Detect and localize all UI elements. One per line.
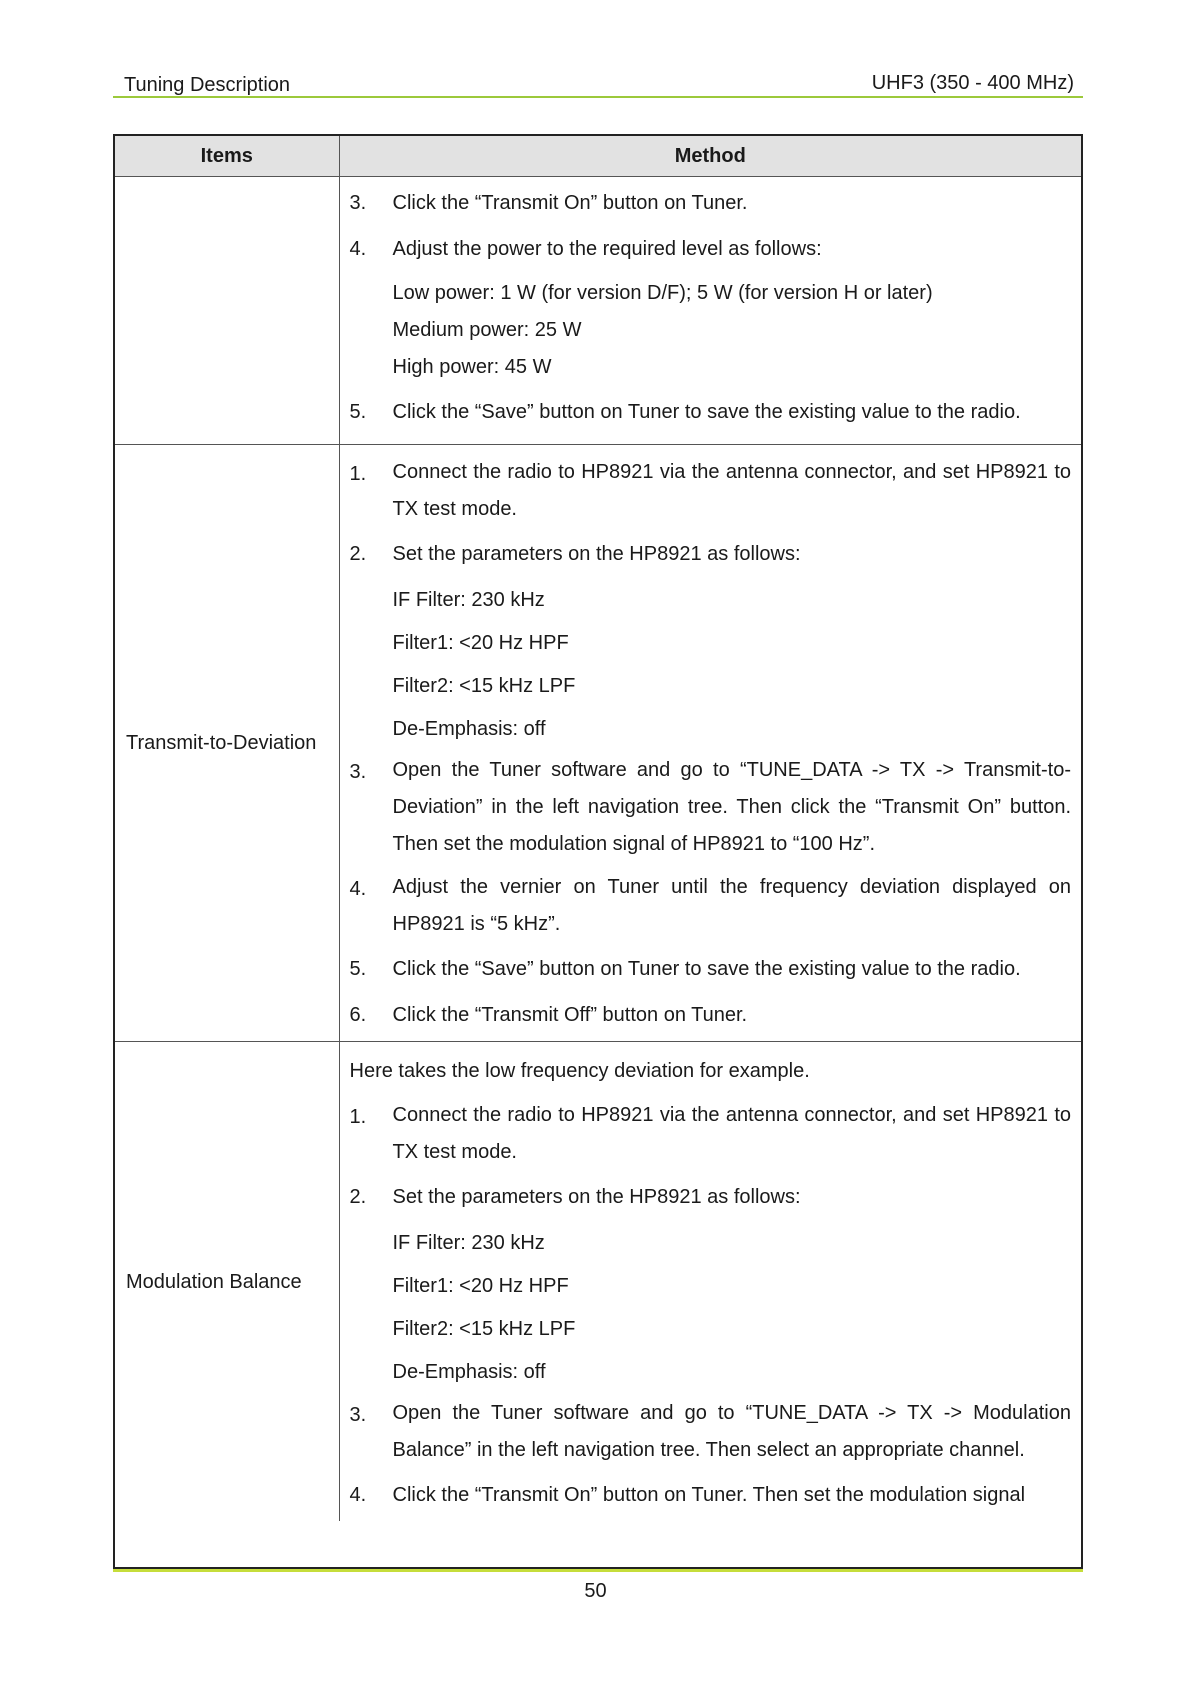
method-step [350,392,1072,432]
step-text: Set the parameters on the HP8921 as follows: [392,543,801,565]
step-text: Adjust the power to the required level as follows: [392,238,822,260]
row-item-label [115,177,339,445]
step-text: Set the parameters on the HP8921 as follows: [392,1186,801,1208]
method-step [350,183,1072,223]
step-number: 3. [349,1404,367,1426]
step-number: 5. [349,958,367,980]
header-rule [113,96,1083,98]
step-number: 5. [349,401,367,423]
table-row [115,445,1081,1042]
step-detail: Low power: 1 W (for version D/F); 5 W (for version H or later) [392,282,933,304]
column-header-method: Method [339,136,1081,177]
step-detail: Filter2: <15 kHz LPF [392,1318,576,1340]
step-text: Connect the radio to HP8921 via the antenna connector, and set HP8921 to TX test mode. [392,1104,1071,1163]
step-number: 3. [349,192,367,214]
footer-rule [113,1569,1083,1572]
method-step [350,752,1072,863]
step-text: Connect the radio to HP8921 via the antenna connector, and set HP8921 to TX test mode. [392,461,1071,520]
step-text: Open the Tuner software and go to “TUNE_DATA -> TX -> Transmit-to-Deviation” in the left navigation tree. Then click the “Transmit On” button. Then set the modulation signal of HP8921 to “100 Hz”. [392,759,1071,855]
method-step [350,534,1072,574]
step-number: 3. [349,761,367,783]
row-method [339,445,1081,1042]
step-text: Click the “Save” button on Tuner to save the existing value to the radio. [392,958,1021,980]
step-detail: Filter1: <20 Hz HPF [392,1275,569,1297]
method-step [350,1097,1072,1171]
step-number: 4. [349,1484,367,1506]
step-detail: Filter1: <20 Hz HPF [392,632,569,654]
step-number: 2. [349,543,367,565]
step-text: Open the Tuner software and go to “TUNE_DATA -> TX -> Modulation Balance” in the left navigation tree. Then select an appropriate channel. [392,1402,1071,1461]
method-step [350,1395,1072,1469]
table-row [115,177,1081,445]
step-text: Adjust the vernier on Tuner until the frequency deviation displayed on HP8921 is “5 kHz”. [392,876,1071,935]
step-detail: Filter2: <15 kHz LPF [392,675,576,697]
step-number: 1. [349,463,367,485]
method-intro: Here takes the low frequency deviation for example. [349,1060,810,1082]
table-row [115,1042,1081,1522]
step-number: 6. [349,1004,367,1026]
step-detail: De-Emphasis: off [392,1361,546,1383]
row-method [339,1042,1081,1522]
method-step [350,1475,1072,1515]
page-header [124,66,1074,96]
step-text: Click the “Transmit Off” button on Tuner. [392,1004,748,1026]
header-section-title: Tuning Description [124,74,291,96]
method-step [350,995,1072,1035]
step-text: Click the “Transmit On” button on Tuner. Then set the modulation signal [392,1484,1026,1506]
step-text: Click the “Save” button on Tuner to save the existing value to the radio. [392,401,1021,423]
step-number: 1. [349,1106,367,1128]
row-method [339,177,1081,445]
step-detail: High power: 45 W [392,356,552,378]
step-text: Click the “Transmit On” button on Tuner. [392,192,748,214]
step-detail: IF Filter: 230 kHz [392,1232,545,1254]
row-item-label: Transmit-to-Deviation [115,445,339,1042]
method-step [350,949,1072,989]
step-detail: IF Filter: 230 kHz [392,589,545,611]
step-number: 2. [349,1186,367,1208]
header-band-label: UHF3 (350 - 400 MHz) [871,72,1074,94]
step-detail: De-Emphasis: off [392,718,546,740]
tuning-table [113,134,1083,1569]
method-step [350,229,1072,269]
page-number: 50 [584,1580,607,1602]
method-step [350,454,1072,528]
column-header-items: Items [115,136,339,177]
step-number: 4. [349,238,367,260]
method-step [350,1177,1072,1217]
method-step [350,869,1072,943]
step-detail: Medium power: 25 W [392,319,582,341]
step-number: 4. [349,878,367,900]
row-item-label: Modulation Balance [115,1042,339,1522]
